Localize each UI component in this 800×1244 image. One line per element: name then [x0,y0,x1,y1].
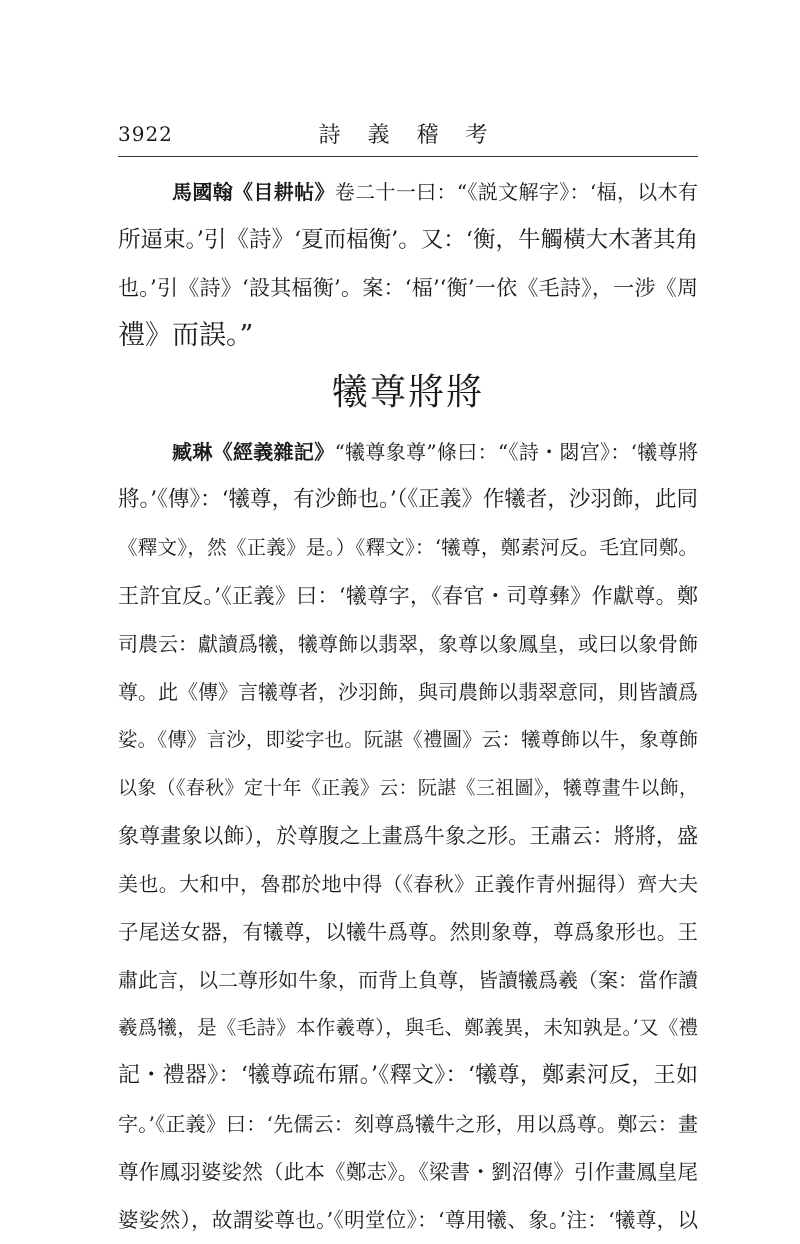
text-line: 娑。《傳》言沙，即娑字也。阮諶《禮圖》云：犧尊飾以牛，象尊飾 [118,728,698,751]
text-line: 羲爲犧，是《毛詩》本作羲尊），與毛、鄭義異，未知孰是。’又《禮 [118,1016,698,1039]
running-title: 詩 義 稽 考 [318,123,498,148]
text-line: 所逼束。’引《詩》‘夏而楅衡’。又：‘衡，牛觸橫大木著其角 [118,227,698,253]
page-header [118,118,698,158]
text-line: 王許宜反。’《正義》曰：‘犧尊字，《春官・司尊彝》作獻尊。鄭 [118,584,698,608]
text-line: 象尊畫象以飾），於尊腹之上畫爲牛象之形。王肅云：將將，盛 [118,824,698,848]
text-line: 字。’《正義》曰：‘先儒云：刻尊爲犧牛之形，用以爲尊。鄭云：畫 [118,1112,698,1136]
text-line [118,168,698,216]
paragraph-zang-lin [118,428,698,1244]
text-line: 肅此言，以二尊形如牛象，而背上負尊，皆讀犧爲羲（案：當作讀 [118,968,698,992]
text-line: 禮》而誤。” [118,320,254,351]
text-line: 尊作鳳羽婆娑然（此本《鄭志》。《梁書・劉沼傳》引作畫鳳皇尾 [118,1160,698,1184]
text-line: 子尾送女器，有犧尊，以犧牛爲尊。然則象尊，尊爲象形也。王 [118,920,698,944]
text-line: 《釋文》，然《正義》是。）《釋文》：‘犧尊，鄭素河反。毛宜同鄭。 [118,536,698,559]
header-rule [118,156,698,157]
page-number: 3922 [118,122,173,146]
section-heading: 犧尊將將 [331,372,484,413]
text-line [118,428,698,476]
paragraph-ma-guohan [118,168,698,360]
text-line: 司農云：獻讀爲犧，犧尊飾以翡翠，象尊以象鳳皇，或曰以象骨飾 [118,632,698,656]
text-line: 將。’《傳》：‘犧尊，有沙飾也。’（《正義》作犧者，沙羽飾，此同 [118,487,698,512]
text-line: 以象（《春秋》定十年《正義》云：阮諶《三祖圖》，犧尊畫牛以飾， [118,777,698,799]
text-line: 記・禮器》：‘犧尊疏布鼏。’《釋文》：‘犧尊，鄭素河反，王如 [118,1063,698,1088]
text-segment: “犧尊象尊”條曰：“《詩・閟宫》：‘犧尊將 [334,440,698,464]
text-line: 美也。大和中，魯郡於地中得（《春秋》正義作青州掘得）齊大夫 [118,872,698,896]
text-line: 也。’引《詩》‘設其楅衡’。案：‘楅’‘衡’一依《毛詩》，一涉《周 [118,276,698,300]
text-line: 尊。此《傳》言犧尊者，沙羽飾，與司農飾以翡翠意同，則皆讀爲 [118,680,698,704]
cited-author: 臧琳《經義雜記》 [172,440,335,464]
text-segment: 卷二十一曰：“《説文解字》：‘楅，以木有 [334,180,698,204]
cited-author: 馬國翰《目耕帖》 [172,180,335,204]
text-line: 婆娑然），故謂娑尊也。’《明堂位》：‘尊用犧、象。’注：‘犧尊，以 [118,1208,698,1232]
